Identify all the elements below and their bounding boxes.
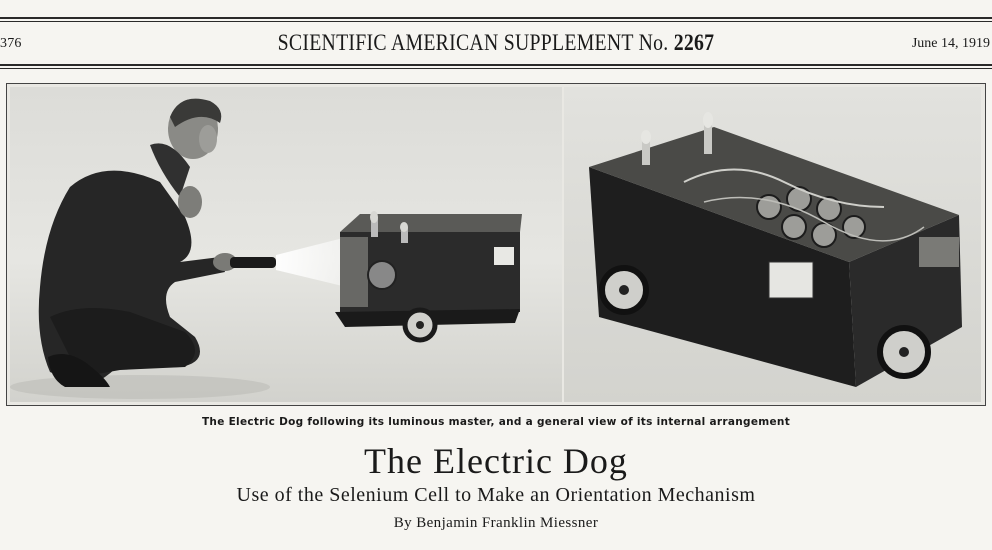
top-rule-2: [0, 21, 992, 22]
article-title: The Electric Dog: [364, 441, 628, 481]
page-number: 376: [0, 36, 22, 51]
photo-plate: [6, 83, 986, 406]
masthead-title: SCIENTIFIC AMERICAN SUPPLEMENT No.: [277, 30, 669, 55]
photo-internal-arrangement: [564, 87, 981, 402]
issue-date: June 14, 1919: [911, 36, 990, 51]
photo-man-with-electric-dog: [10, 87, 562, 402]
header-rule-1: [0, 64, 992, 66]
header-rule-2: [0, 68, 992, 69]
article-subtitle: Use of the Selenium Cell to Make an Orientation Mechanism: [236, 484, 756, 506]
figure-caption: The Electric Dog following its luminous master, and a general view of its internal arrangement: [201, 416, 791, 428]
page-header: [0, 30, 992, 60]
article-byline: By Benjamin Franklin Miessner: [393, 515, 599, 531]
top-rule-1: [0, 17, 992, 19]
masthead: [69, 30, 922, 56]
issue-number: 2267: [673, 30, 715, 55]
